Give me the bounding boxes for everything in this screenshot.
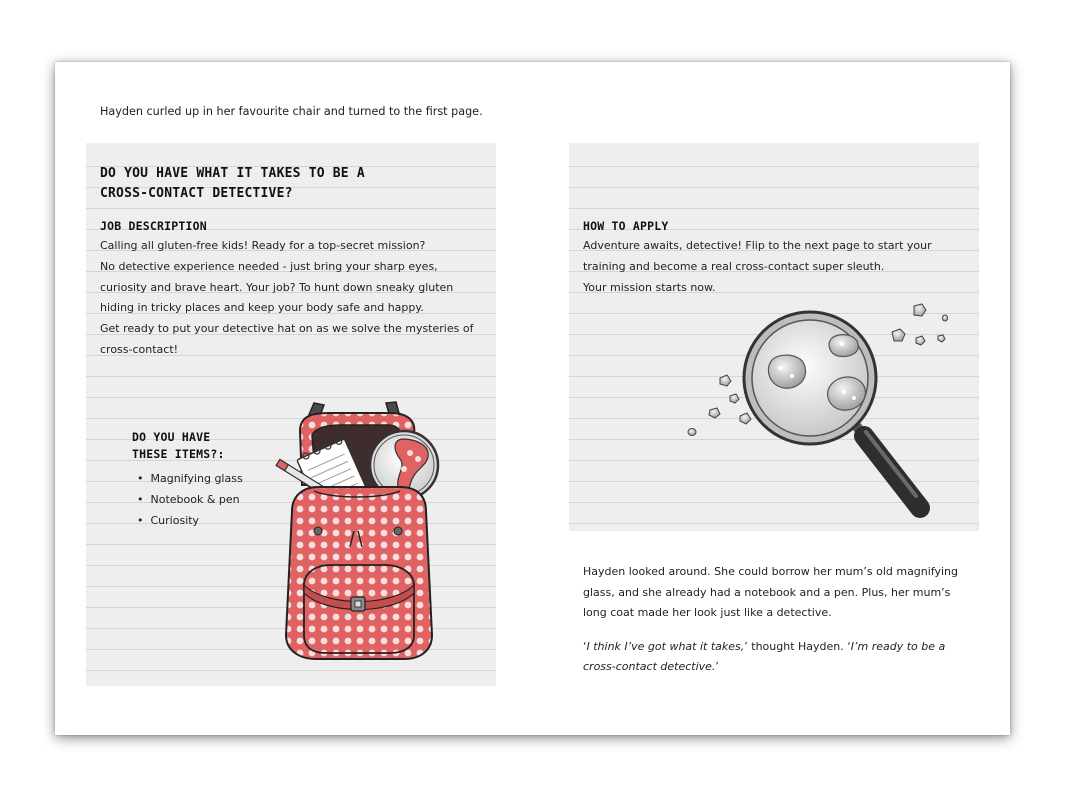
job-description-line: hiding in tricky places and keep your body safe and happy. [100, 301, 424, 315]
quote-part-1: I think I’ve got what it takes, [586, 639, 745, 653]
job-description-line: curiosity and brave heart. Your job? To hunt down sneaky gluten [100, 280, 454, 294]
intro-sentence: Hayden curled up in her favourite chair and turned to the first page. [100, 105, 483, 118]
job-description-line: cross-contact! [100, 342, 179, 356]
story-paragraph [583, 562, 958, 624]
story-text [583, 562, 958, 691]
job-description-heading: JOB DESCRIPTION [100, 219, 207, 233]
quote-attribution: ’ thought Hayden. ‘ [744, 639, 851, 653]
items-heading-line-2: THESE ITEMS?: [132, 447, 225, 461]
page-title [100, 164, 365, 204]
magnifying-glass-illustration [680, 298, 955, 530]
job-description-text [100, 236, 473, 361]
quote-close-mark: ’ [715, 660, 719, 673]
items-list [137, 469, 243, 532]
items-heading [132, 429, 225, 463]
story-line: glass, and she already had a notebook and a pen. Plus, her mum’s [583, 585, 951, 599]
how-to-apply-heading: HOW TO APPLY [583, 219, 669, 233]
job-description-line: Get ready to put your detective hat on as we solve the mysteries of [100, 322, 474, 336]
quote-open-mark: ‘ [583, 639, 587, 653]
backpack-illustration [270, 395, 448, 665]
job-description-line: Calling all gluten-free kids! Ready for a top-secret mission? [100, 239, 426, 252]
items-heading-line-1: DO YOU HAVE [132, 430, 211, 444]
how-to-apply-line: Adventure awaits, detective! Flip to the next page to start your [583, 239, 932, 252]
how-to-apply-line: Your mission starts now. [583, 280, 716, 294]
list-item: • Magnifying glass [137, 469, 243, 490]
story-line: Hayden looked around. She could borrow her mum’s old magnifying [583, 565, 959, 578]
title-line-1: DO YOU HAVE WHAT IT TAKES TO BE A [100, 166, 365, 181]
quote-paragraph [583, 637, 958, 678]
story-line: long coat made her look just like a detective. [583, 606, 832, 619]
quote-line-1 [583, 637, 958, 658]
job-description-line: No detective experience needed - just bring your sharp eyes, [100, 259, 438, 273]
title-line-2: CROSS-CONTACT DETECTIVE? [100, 186, 293, 201]
list-item: • Notebook & pen [137, 490, 243, 511]
how-to-apply-line: training and become a real cross-contact super sleuth. [583, 259, 885, 273]
how-to-apply-text [583, 236, 932, 298]
magnifier-handle [848, 416, 920, 508]
quote-line-2 [583, 657, 958, 678]
quote-part-3: cross-contact detective. [583, 660, 716, 673]
list-item: • Curiosity [137, 511, 243, 532]
quote-part-2: I’m ready to be a [850, 639, 946, 653]
